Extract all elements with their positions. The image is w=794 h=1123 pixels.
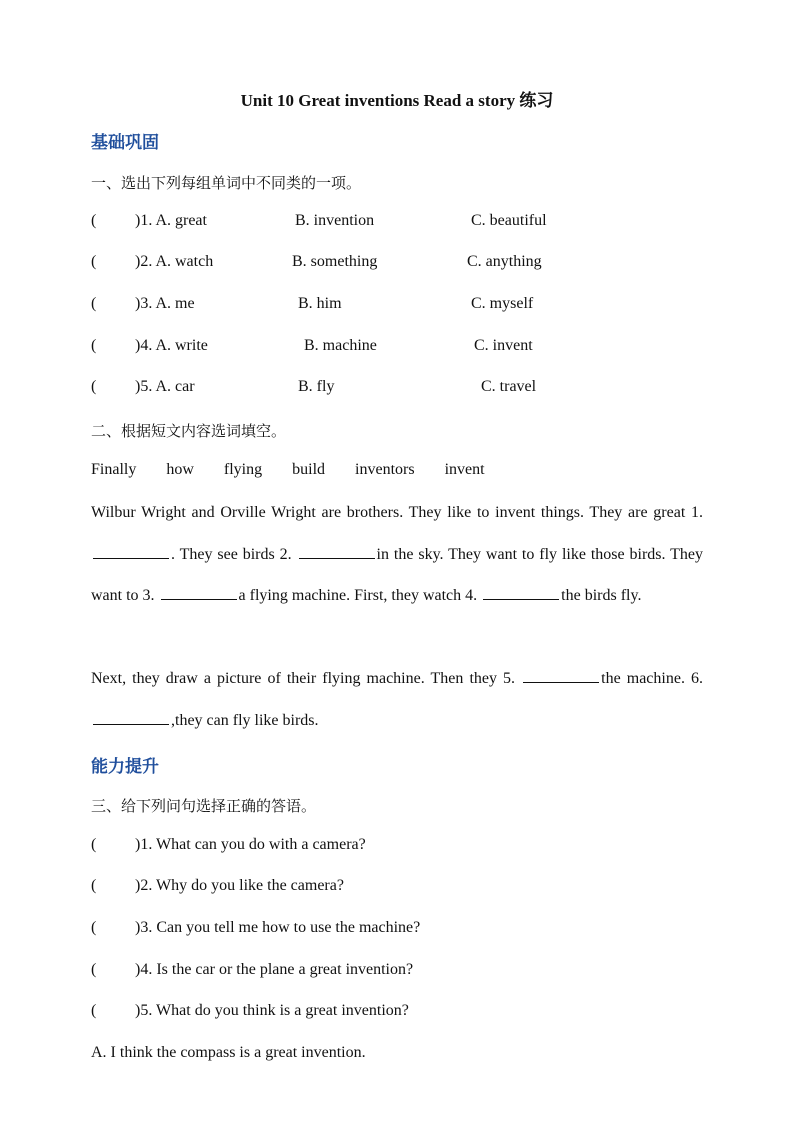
paragraph-text: ,they can fly like birds. bbox=[171, 711, 319, 729]
option-b: B. machine bbox=[304, 337, 377, 354]
cloze-paragraph-1 bbox=[91, 492, 703, 617]
part3-item bbox=[91, 836, 711, 858]
option-a: )5. A. car bbox=[135, 378, 195, 395]
part3-item bbox=[91, 919, 711, 941]
blank-1[interactable] bbox=[93, 544, 169, 559]
answer-paren[interactable]: ( bbox=[91, 378, 97, 395]
answer-paren[interactable]: ( bbox=[91, 295, 97, 312]
answer-paren[interactable]: ( bbox=[91, 253, 97, 270]
paragraph-text: Wilbur Wright and Orville Wright are brothers. They like to invent things. They are great 1. bbox=[91, 504, 703, 521]
option-b: B. him bbox=[298, 295, 342, 312]
answer-paren[interactable]: ( bbox=[91, 337, 97, 354]
option-a: )4. A. write bbox=[135, 337, 208, 354]
part1-item bbox=[91, 378, 711, 400]
answer-paren[interactable]: ( bbox=[91, 212, 97, 229]
paragraph-text: in the sky. They want to fly like those birds. They want to 3. bbox=[91, 545, 704, 604]
option-b: B. something bbox=[292, 253, 378, 270]
blank-2[interactable] bbox=[299, 544, 375, 559]
option-c: C. travel bbox=[481, 378, 537, 395]
cloze-paragraph-2 bbox=[91, 658, 703, 741]
option-a: )3. A. me bbox=[135, 295, 195, 312]
paragraph-text: the birds fly. bbox=[561, 587, 642, 604]
answer-option-a: A. I think the compass is a great invention. bbox=[91, 1044, 366, 1061]
answer-paren[interactable]: ( bbox=[91, 961, 97, 978]
word-bank bbox=[91, 461, 511, 479]
option-c: C. invent bbox=[474, 337, 533, 354]
part1-item bbox=[91, 295, 711, 317]
option-b: B. invention bbox=[295, 212, 375, 229]
part3-item bbox=[91, 1002, 711, 1024]
page-title: Unit 10 Great inventions Read a story 练习 bbox=[240, 91, 554, 110]
option-c: C. myself bbox=[471, 295, 534, 312]
question-text: )2. Why do you like the camera? bbox=[135, 877, 344, 894]
word-bank-item: inventors bbox=[355, 461, 415, 478]
paragraph-text: the machine. 6. bbox=[601, 670, 704, 687]
answer-paren[interactable]: ( bbox=[91, 919, 97, 936]
option-b: B. fly bbox=[298, 378, 335, 395]
blank-4[interactable] bbox=[483, 585, 559, 600]
question-text: )1. What can you do with a camera? bbox=[135, 836, 366, 853]
option-c: C. anything bbox=[467, 253, 542, 270]
part1-item bbox=[91, 337, 711, 359]
part2-instruction: 二、根据短文内容选词填空。 bbox=[91, 422, 287, 440]
part1-instruction: 一、选出下列每组单词中不同类的一项。 bbox=[91, 174, 362, 192]
question-text: )4. Is the car or the plane a great invention? bbox=[135, 961, 414, 978]
option-a: )1. A. great bbox=[135, 212, 207, 229]
answer-paren[interactable]: ( bbox=[91, 1002, 97, 1019]
question-text: )5. What do you think is a great invention? bbox=[135, 1002, 409, 1019]
word-bank-item: build bbox=[292, 461, 326, 478]
word-bank-item: flying bbox=[223, 461, 263, 478]
paragraph-text: . They see birds 2. bbox=[171, 545, 292, 563]
word-bank-item: Finally bbox=[91, 461, 137, 478]
question-text: )3. Can you tell me how to use the machine? bbox=[135, 919, 421, 936]
option-a: )2. A. watch bbox=[135, 253, 214, 270]
word-bank-item: how bbox=[166, 461, 194, 478]
answer-paren[interactable]: ( bbox=[91, 877, 97, 894]
answer-paren[interactable]: ( bbox=[91, 836, 97, 853]
paragraph-text: Next, they draw a picture of their flying machine. Then they 5. bbox=[91, 670, 516, 687]
blank-3[interactable] bbox=[161, 585, 237, 600]
word-bank-item: invent bbox=[444, 461, 485, 478]
paragraph-text: a flying machine. First, they watch 4. bbox=[238, 587, 478, 604]
part3-item bbox=[91, 877, 711, 899]
section-heading-basic: 基础巩固 bbox=[91, 133, 159, 153]
part3-instruction: 三、给下列问句选择正确的答语。 bbox=[91, 797, 317, 815]
option-c: C. beautiful bbox=[471, 212, 547, 229]
part1-item bbox=[91, 253, 711, 275]
part3-item bbox=[91, 961, 711, 983]
blank-5[interactable] bbox=[523, 668, 599, 683]
part1-item bbox=[91, 212, 711, 234]
blank-6[interactable] bbox=[93, 710, 169, 725]
section-heading-advanced: 能力提升 bbox=[91, 757, 159, 777]
